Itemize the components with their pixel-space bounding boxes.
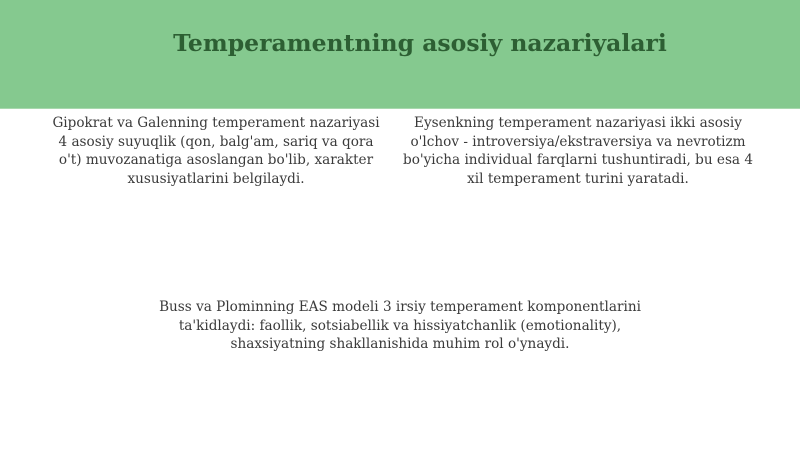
- slide-title: Temperamentning asosiy nazariyalari: [173, 29, 667, 57]
- theory-buss-plomin-text: Buss va Plominning EAS modeli 3 irsiy temperament komponentlarini ta'kidlaydi: faollik, sotsiabellik va hissiyatchanlik (emotionality), shaxsiyatning shakllanishida muhim rol o'ynaydi.: [159, 299, 641, 352]
- theory-hippocrates-galen-text: Gipokrat va Galenning temperament nazariyasi 4 asosiy suyuqlik (qon, balg'am, sariq va qora o't) muvozanatiga asoslangan bo'lib, xarakter xususiyatlarini belgilaydi.: [52, 115, 380, 187]
- theory-eysenck-text: Eysenkning temperament nazariyasi ikki asosiy o'lchov - introversiya/ekstraversiya va nevrotizm bo'yicha individual farqlarni tushuntiradi, bu esa 4 xil temperament turini yaratadi.: [403, 115, 753, 187]
